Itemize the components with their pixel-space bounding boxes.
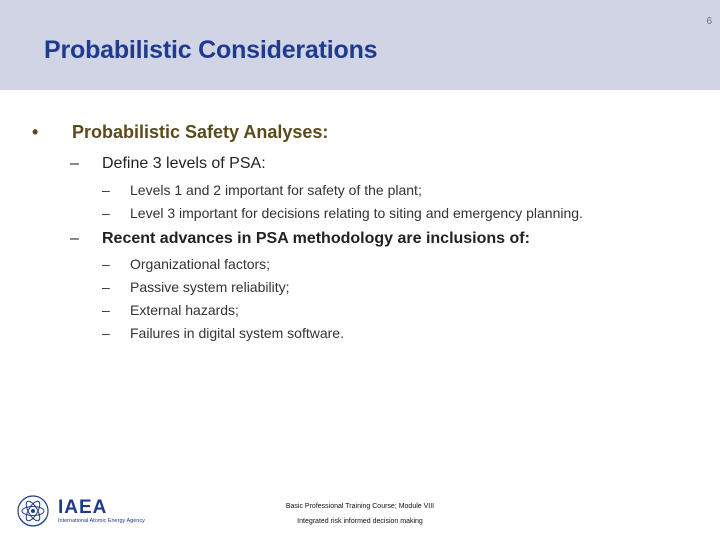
- list-item: [102, 205, 583, 221]
- bullet-marker: •: [32, 122, 39, 142]
- list-item-text: Failures in digital system software.: [130, 325, 344, 341]
- sub-bullet-text: Recent advances in PSA methodology are inclusions of:: [102, 230, 530, 247]
- dash-marker: –: [102, 205, 110, 221]
- dash-marker: –: [70, 155, 79, 172]
- list-item-text: Organizational factors;: [130, 256, 271, 272]
- list-item-text: Passive system reliability;: [130, 279, 290, 295]
- sub-bullet-recent-advances: [70, 230, 530, 248]
- bullet-text: Probabilistic Safety Analyses:: [72, 122, 329, 142]
- list-item: [102, 325, 344, 341]
- dash-marker: –: [102, 182, 110, 198]
- dash-marker: –: [70, 230, 79, 247]
- dash-marker: –: [102, 302, 110, 318]
- list-item-text: Levels 1 and 2 important for safety of the plant;: [130, 182, 422, 198]
- list-item: [102, 279, 290, 295]
- list-item: [102, 182, 422, 198]
- list-item: [102, 302, 239, 318]
- iaea-logo: [16, 494, 166, 530]
- sub-bullet-define-levels: [70, 155, 266, 173]
- footer-course-subtitle: Integrated risk informed decision making: [297, 518, 423, 525]
- iaea-emblem-icon: [16, 494, 50, 528]
- list-item: [102, 256, 270, 272]
- footer-course-title: Basic Professional Training Course; Module VIII: [285, 503, 435, 510]
- list-item-text: Level 3 important for decisions relating to siting and emergency planning.: [130, 205, 583, 221]
- logo-subtitle: International Atomic Energy Agency: [58, 518, 145, 524]
- page-number: 6: [706, 16, 712, 27]
- dash-marker: –: [102, 256, 110, 272]
- dash-marker: –: [102, 325, 110, 341]
- slide-header: [0, 0, 720, 90]
- dash-marker: –: [102, 279, 110, 295]
- logo-wordmark: IAEA: [58, 497, 108, 518]
- bullet-psa: [32, 122, 328, 143]
- sub-bullet-text: Define 3 levels of PSA:: [102, 155, 266, 172]
- list-item-text: External hazards;: [130, 302, 239, 318]
- slide-title: Probabilistic Considerations: [44, 36, 378, 64]
